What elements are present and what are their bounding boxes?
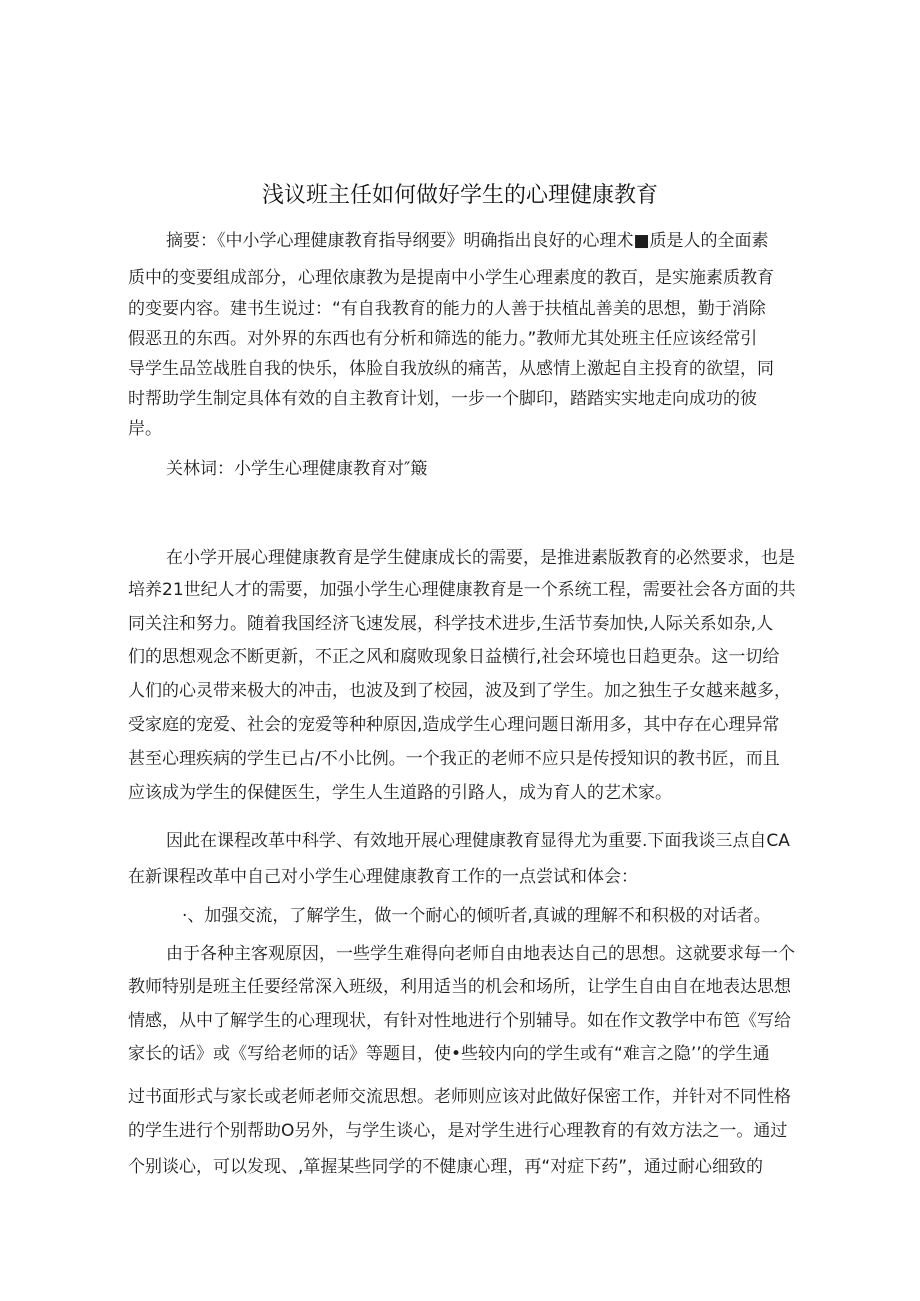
abstract-line: 质中的变要组成部分，心理依康教为是提南中小学生心理素度的教百，是实施素质教育	[128, 268, 774, 288]
abstract-line: 假恶丑的东西。对外界的东西也有分析和筛选的能力。”教师尤其处班主任应该经常引	[128, 329, 758, 349]
body-line: 应该成为学生的保健医生，学生人生道路的引路人，成为育人的艺术家。	[128, 783, 672, 803]
abstract-line: 导学生品笠战胜自我的快乐，体脸自我放纵的痛苦，从感情上激起自主投育的欲望，同	[128, 359, 774, 379]
body-line: 由于各种主客观原因，一些学生难得向老师自由地表达自己的思想。这就要求每一个	[166, 944, 795, 964]
body-line: 在小学开展心理健康教育是学生健康成长的需要，是推进素版教育的必然要求，也是	[166, 548, 795, 568]
abstract-line: 时帮助学生制定具体有效的自主教育计划，一步一个脚印，踏踏实实地走向成功的彼	[128, 389, 757, 409]
body-line: 人们的心灵带来极大的冲击，也波及到了校园，波及到了学生。加之独生子女越来越多，	[128, 681, 791, 701]
body-line: 培养21世纪人才的需要，加强小学生心理健康教育是一个系统工程，需要社会各方面的共	[128, 580, 796, 600]
body-line: 家长的话》或《写给老师的话》等题目，使•些较内向的学生或有“难言之隐’’的学生通	[128, 1044, 770, 1064]
document-title: 浅议班主任如何做好学生的心理健康教育	[261, 183, 658, 208]
body-line: 过书面形式与家长或老师老师交流思想。老师则应该对此做好保密工作，并针对不同性格	[128, 1087, 791, 1107]
body-line: 同关注和努力。随着我国经济飞速发展，科学技术进步,生活节奏加快,人际关系如杂,人	[128, 614, 774, 634]
body-line: 在新课程改革中自己对小学生心理健康教育工作的一点尝试和体会：	[128, 867, 638, 887]
body-line: 教师特别是班主任要经常深入班级，利用适当的机会和场所，让学生自由自在地表达思想	[128, 977, 791, 997]
abstract-line: 摘要：《中小学心理健康教育指导纲要》明确指出良好的心理术■质是人的全面素	[166, 231, 769, 251]
body-line: 个别谈心，可以发现、,箪握某些同学的不健康心理，再“对症下药”，通过耐心细致的	[128, 1157, 764, 1177]
section-heading: ·、加强交流，了解学生，做一个耐心的倾听者,真诚的理解不和积极的对话者。	[182, 906, 771, 926]
body-line: 们的思想观念不断更新，不正之风和腐败现象日益横行,社会环境也日趋更杂。这一切给	[128, 647, 780, 667]
body-line: 甚至心理疾病的学生已占/不小比例。一个我正的老师不应只是传授知识的教书匠，而且	[128, 749, 780, 769]
keywords-line: 关林词：小学生心理健康教育对″簸	[166, 459, 428, 479]
abstract-line: 的变要内容。建书生说过：“有自我教育的能力的人善于扶植乩善美的思想，勤于消除	[128, 299, 766, 319]
body-line: 因此在课程改革中科学、有效地开展心理健康教育显得尤为重要.下面我谈三点自CA	[166, 831, 790, 851]
body-line: 情感，从中了解学生的心理现状，有针对性地进行个别辅导。如在作文教学中布笆《写给	[128, 1011, 791, 1031]
abstract-line: 岸。	[128, 419, 162, 439]
body-line: 受家庭的宠爱、社会的宠爱等种种原因,造成学生心理问题日渐用多，其中存在心理异常	[128, 715, 780, 735]
body-line: 的学生进行个别帮助O另外，与学生谈心，是对学生进行心理教育的有效方法之一。通过	[128, 1121, 788, 1141]
